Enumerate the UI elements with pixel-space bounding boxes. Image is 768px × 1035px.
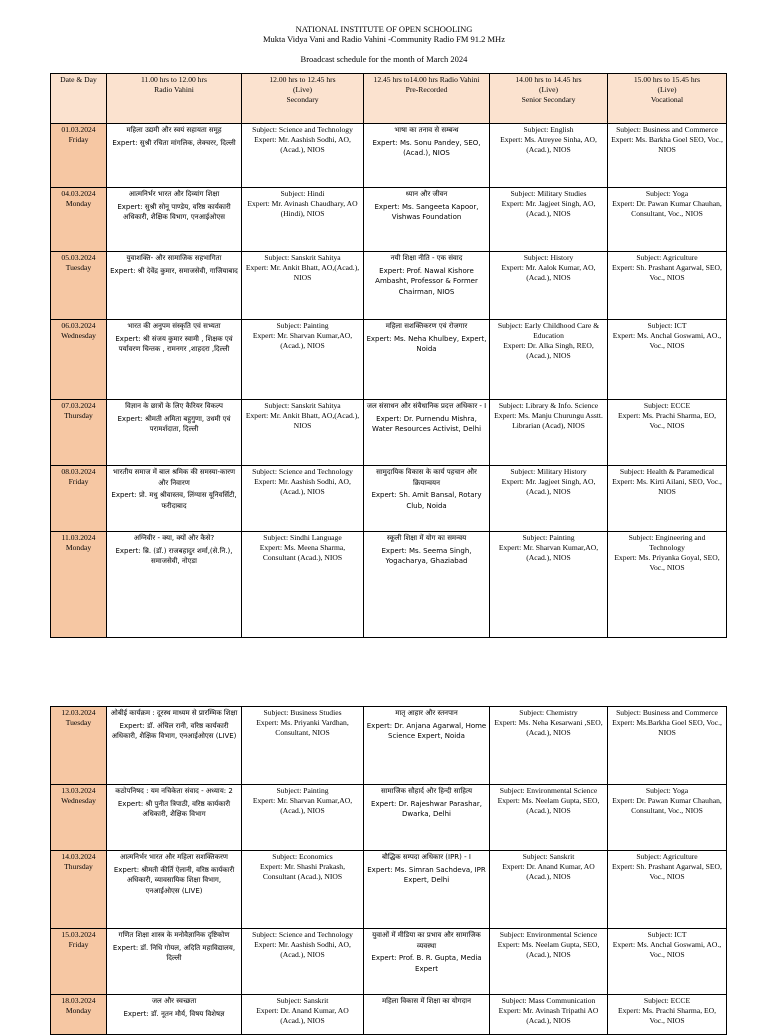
day-text: Wednesday <box>61 331 96 340</box>
program-topic: सामाजिक सौहार्द और हिन्दी साहित्य <box>380 787 473 795</box>
program-topic: Subject: History <box>523 253 574 262</box>
program-expert: Expert: Dr. Pawan Kumar Chauhan, Consultant, Voc., NIOS <box>612 796 722 815</box>
date-cell <box>51 466 107 532</box>
program-topic: Subject: ICT <box>647 930 687 939</box>
program-expert: Expert: सुश्री सोनू पाण्डेय, वरिष्ठ कार्यकारी अधिकारी, शैक्षिक विभाग, एनआईओएस <box>117 202 231 221</box>
program-cell <box>107 532 242 638</box>
day-text: Tuesday <box>65 263 92 272</box>
program-topic: Subject: Military History <box>510 467 587 476</box>
program-cell <box>242 320 364 400</box>
program-topic: सामुदायिक विकास के कार्य पहचान और क्रियान्वयन <box>376 468 477 487</box>
day-text: Thursday <box>64 411 93 420</box>
table-row <box>51 188 727 252</box>
program-topic: नयी शिक्षा नीति - एक संवाद <box>390 254 463 262</box>
program-expert: Expert: Mr. Avinash Chaudhary, AO (Hindi), NIOS <box>247 199 358 218</box>
program-cell <box>107 466 242 532</box>
program-expert: Expert: Ms. Barkha Goel SEO, Voc., NIOS <box>611 135 723 154</box>
table-row <box>51 124 727 188</box>
program-expert: Expert: Ms. Atreyee Sinha, AO, (Acad.), NIOS <box>500 135 597 154</box>
program-cell <box>242 466 364 532</box>
day-text: Friday <box>68 940 89 949</box>
program-expert: Expert: Ms. Priyanka Goyal, SEO, Voc., NIOS <box>614 553 720 572</box>
org-name: NATIONAL INSTITUTE OF OPEN SCHOOLING <box>295 24 473 34</box>
program-expert: Expert: Dr. Anand Kumar, AO (Acad.), NIOS <box>502 862 595 881</box>
program-cell <box>608 532 727 638</box>
program-topic: Subject: Painting <box>522 533 575 542</box>
program-expert: Expert: Ms. Anchal Goswami, AO., Voc., NIOS <box>612 331 722 350</box>
table-row <box>51 320 727 400</box>
program-expert: Expert: Ms. Simran Sachdeva, IPR Expert, Delhi <box>367 865 486 884</box>
program-cell <box>364 400 490 466</box>
program-topic: स्कूली शिक्षा में योग का समन्वय <box>386 534 467 542</box>
program-topic: Subject: Painting <box>276 786 329 795</box>
day-text: Thursday <box>64 862 93 871</box>
program-cell <box>490 532 608 638</box>
program-cell <box>608 785 727 851</box>
program-cell <box>242 400 364 466</box>
program-expert: Expert: Ms. Neha Kesarwani ,SEO, (Acad.), NIOS <box>494 718 603 737</box>
column-header-line: Pre-Recorded <box>405 85 448 94</box>
date-text: 05.03.2024 <box>61 253 96 262</box>
program-cell <box>364 320 490 400</box>
program-topic: Subject: ECCE <box>643 996 691 1005</box>
program-cell <box>364 851 490 929</box>
program-topic: मातृ आहार और स्तनपान <box>395 709 458 717</box>
column-header <box>364 74 490 124</box>
day-text: Wednesday <box>61 796 96 805</box>
program-topic: Subject: Business and Commerce <box>616 708 718 717</box>
program-topic: Subject: Environmental Science <box>499 786 598 795</box>
program-expert: Expert: Ms. Seema Singh, Yogacharya, Ghaziabad <box>381 546 472 565</box>
program-cell <box>490 785 608 851</box>
program-cell <box>107 400 242 466</box>
column-header <box>490 74 608 124</box>
column-header <box>608 74 727 124</box>
date-cell <box>51 532 107 638</box>
program-expert: Expert: Ms. Kirti Ailani, SEO, Voc., NIOS <box>612 477 722 496</box>
program-topic: Subject: Agriculture <box>636 253 698 262</box>
date-cell <box>51 124 107 188</box>
program-topic: गणित शिक्षा शास्त्र के मनोवैज्ञानिक दृष्टिकोण <box>118 931 230 939</box>
program-cell <box>364 124 490 188</box>
program-topic: महिला विकास में शिक्षा का योगदान <box>381 997 472 1005</box>
program-cell <box>242 995 364 1035</box>
program-cell <box>107 929 242 995</box>
program-expert: Expert: Ms. Neelam Gupta, SEO, (Acad.), NIOS <box>497 940 600 959</box>
program-topic: Subject: Military Studies <box>510 189 587 198</box>
program-cell <box>364 995 490 1035</box>
program-cell <box>364 785 490 851</box>
program-expert: Expert: Ms. Sangeeta Kapoor, Vishwas Foundation <box>374 202 479 221</box>
program-expert: Expert: डॉ. नूतन मौर्य, विषय विशेषज्ञ <box>123 1009 225 1018</box>
program-topic: Subject: Hindi <box>280 189 325 198</box>
date-text: 13.03.2024 <box>61 786 96 795</box>
program-expert: Expert: श्री पुनीत त्रिपाठी, वरिष्ठ कार्यकारी अधिकारी, शैक्षिक विभाग <box>117 799 231 818</box>
program-cell <box>490 124 608 188</box>
program-expert: Expert: श्री संजय कुमार स्वामी , शिक्षक एवं पर्यावरण चिन्तक , रामनगर ,शाहदरा ,दिल्ली <box>115 334 233 353</box>
program-expert: Expert: Mr. Aalok Kumar, AO, (Acad.), NIOS <box>501 263 596 282</box>
program-topic: महिला उद्यमी और स्वयं सहायता समूह <box>126 126 222 134</box>
program-cell <box>107 320 242 400</box>
program-cell <box>490 466 608 532</box>
date-text: 04.03.2024 <box>61 189 96 198</box>
program-topic: बौद्धिक सम्पदा अधिकार (IPR) - I <box>382 853 471 861</box>
program-topic: जल संसाधन और संवैधानिक प्रदत्त अधिकार - I <box>366 402 487 410</box>
program-expert: Expert: Ms. Priyanki Vardhan, Consultant, NIOS <box>256 718 349 737</box>
date-text: 06.03.2024 <box>61 321 96 330</box>
date-cell <box>51 320 107 400</box>
program-topic: Subject: Library & Info. Science <box>498 401 599 410</box>
table-row <box>51 707 727 785</box>
table-row <box>51 252 727 320</box>
table-row <box>51 929 727 995</box>
program-expert: Expert: Ms.Barkha Goel SEO, Voc., NIOS <box>612 718 722 737</box>
program-cell <box>490 929 608 995</box>
program-expert: Expert: श्रीमती अमिता बहुगुणा, उधमी एवं परामर्शदाता, दिल्ली <box>117 414 231 433</box>
program-topic: Subject: Yoga <box>645 786 689 795</box>
day-text: Friday <box>68 135 89 144</box>
program-expert: Expert: Sh. Prashant Agarwal, SEO, Voc., NIOS <box>612 862 722 881</box>
column-header-line: 15.00 hrs to 15.45 hrs <box>633 75 701 84</box>
program-expert: Expert: Dr. Rajeshwar Parashar, Dwarka, Delhi <box>371 799 482 818</box>
program-topic: Subject: Early Childhood Care & Education <box>497 321 600 340</box>
column-header <box>242 74 364 124</box>
program-cell <box>490 707 608 785</box>
table-header-row <box>51 74 727 124</box>
program-cell <box>490 851 608 929</box>
program-topic: Subject: Business and Commerce <box>616 125 718 134</box>
program-topic: भारतीय समाज में बाल श्रमिक की समस्या-कारण और निवारण <box>112 468 236 487</box>
program-expert: Expert: Mr. Ankit Bhatt, AO,(Acad.), NIOS <box>245 263 360 282</box>
program-cell <box>107 785 242 851</box>
program-topic: आत्मनिर्भर भारत और महिला सशक्तिकरण <box>120 853 228 861</box>
program-topic: आत्मनिर्भर भारत और दिव्यांग शिक्षा <box>128 190 220 198</box>
program-expert: Expert: Prof. Nawal Kishore Ambasht, Professor & Former Chairman, NIOS <box>375 266 478 296</box>
column-header-line: 14.00 hrs to 14.45 hrs <box>515 75 582 84</box>
program-topic: Subject: Science and Technology <box>252 125 353 134</box>
program-expert: Expert: Mr. Aashish Sodhi, AO,(Acad.), NIOS <box>254 940 351 959</box>
program-cell <box>107 707 242 785</box>
table-row <box>51 851 727 929</box>
date-cell <box>51 851 107 929</box>
schedule-table-first <box>50 73 727 638</box>
date-text: 08.03.2024 <box>61 467 96 476</box>
program-cell <box>608 320 727 400</box>
program-cell <box>490 252 608 320</box>
program-cell <box>608 252 727 320</box>
program-topic: जल और स्वच्छता <box>151 997 197 1005</box>
schedule-title: Broadcast schedule for the month of March 2024 <box>300 54 468 64</box>
page-header <box>0 24 768 64</box>
program-expert: Expert: ब्रि. (डॉ.) राजबहादुर शर्मा,(से.नि.), समाजसेवी, नोएडा <box>115 546 233 565</box>
schedule-table-second <box>50 706 727 1035</box>
program-topic: Subject: Sanskrit Sahitya <box>264 401 341 410</box>
program-expert: Expert: Mr. Sharvan Kumar,AO,(Acad.), NIOS <box>498 543 599 562</box>
program-expert: Expert: डॉ. अंचिल रानी, वरिष्ठ कार्यकारी अधिकारी, शैक्षिक विभाग, एनआईओएस (LIVE) <box>111 721 237 740</box>
program-topic: Subject: Sanskrit <box>522 852 575 861</box>
date-cell <box>51 929 107 995</box>
program-topic: Subject: Economics <box>272 852 333 861</box>
program-cell <box>242 707 364 785</box>
day-text: Friday <box>68 477 89 486</box>
program-topic: Subject: Science and Technology <box>252 930 353 939</box>
program-cell <box>364 188 490 252</box>
date-text: 11.03.2024 <box>61 533 96 542</box>
program-expert: Expert: Mr. Aashish Sodhi, AO,(Acad.), NIOS <box>254 135 351 154</box>
program-expert: Expert: Mr. Avinash Tripathi AO (Acad.), NIOS <box>498 1006 599 1025</box>
program-cell <box>608 995 727 1035</box>
date-text: 01.03.2024 <box>61 125 96 134</box>
date-cell <box>51 400 107 466</box>
program-topic: Subject: Sindhi Language <box>263 533 342 542</box>
program-cell <box>364 466 490 532</box>
date-text: 15.03.2024 <box>61 930 96 939</box>
column-header-line: 12.00 hrs to 12.45 hrs <box>269 75 336 84</box>
table-row <box>51 400 727 466</box>
program-cell <box>107 124 242 188</box>
program-topic: Subject: Environmental Science <box>499 930 598 939</box>
column-header-line: (Live) <box>657 85 677 94</box>
schedule-body-second <box>51 707 727 1035</box>
program-cell <box>242 124 364 188</box>
program-topic: Subject: ICT <box>647 321 687 330</box>
program-cell <box>608 466 727 532</box>
program-topic: Subject: Sanskrit <box>276 996 329 1005</box>
program-expert: Expert: Ms. Neha Khulbey, Expert, Noida <box>366 334 487 353</box>
column-header <box>51 74 107 124</box>
program-expert: Expert: सुश्री रचिता मांगलिक, लेक्चरर, दिल्ली <box>112 138 236 147</box>
table-row <box>51 995 727 1035</box>
program-topic: युवाशक्ति- और सामाजिक सहभागिता <box>126 254 222 262</box>
program-expert: Expert: Mr. Shashi Prakash, Consultant (Acad.), NIOS <box>260 862 345 881</box>
program-cell <box>242 532 364 638</box>
program-expert: Expert: श्रीमती कीर्ति ऐलानी, वरिष्ठ कार्यकारी अधिकारी, व्यावसायिक शिक्षा विभाग, एनआईओएस (LIVE) <box>113 865 235 895</box>
program-expert: Expert: Mr. Ankit Bhatt, AO,(Acad.), NIOS <box>245 411 360 430</box>
program-expert: Expert: प्रो. मधु श्रीवास्तव, लिंग्यास यूनिवर्सिटी, फरीदाबाद <box>111 491 237 510</box>
program-expert: Expert: Ms. Meena Sharma, Consultant (Acad.), NIOS <box>259 543 346 562</box>
column-header-line: (Live) <box>539 85 558 94</box>
program-cell <box>490 320 608 400</box>
program-topic: महिला सशक्तिकरण एवं रोजगार <box>385 322 468 330</box>
table-row <box>51 532 727 638</box>
column-header-line: Secondary <box>286 95 319 104</box>
column-header <box>107 74 242 124</box>
program-cell <box>608 400 727 466</box>
program-cell <box>490 400 608 466</box>
date-text: 18.03.2024 <box>61 996 96 1005</box>
program-expert: Expert: Ms. Anchal Goswami, AO., Voc., NIOS <box>612 940 722 959</box>
program-cell <box>608 851 727 929</box>
program-expert: Expert: डॉ. निधि गोयल, अदिति महाविद्यालय, दिल्ली <box>112 943 236 962</box>
program-expert: Expert: Mr. Aashish Sodhi, AO,(Acad.), NIOS <box>254 477 351 496</box>
program-expert: Expert: Prof. B. R. Gupta, Media Expert <box>371 954 482 973</box>
program-cell <box>608 188 727 252</box>
column-header-line: 12.45 hrs to14.00 hrs Radio Vahini <box>373 75 480 84</box>
program-expert: Expert: Ms. Prachi Sharma, EO, Voc., NIOS <box>617 1006 717 1025</box>
column-header-line: 11.00 hrs to 12.00 hrs <box>141 75 207 84</box>
program-cell <box>107 252 242 320</box>
program-cell <box>490 188 608 252</box>
program-expert: Expert: Ms. Neelam Gupta, SEO, (Acad.), NIOS <box>497 796 600 815</box>
column-header-line: Senior Secondary <box>521 95 576 104</box>
day-text: Monday <box>65 543 92 552</box>
program-expert: Expert: Dr. Anand Kumar, AO (Acad.), NIOS <box>256 1006 349 1025</box>
program-cell <box>242 188 364 252</box>
column-header-line: Vocational <box>650 95 684 104</box>
date-cell <box>51 785 107 851</box>
program-expert: Expert: Dr. Alka Singh, REO, (Acad.), NIOS <box>503 341 594 360</box>
program-topic: अग्निवीर - क्या, क्यों और कैसे? <box>133 534 215 542</box>
column-header-line: Radio Vahini <box>154 85 194 94</box>
table-row <box>51 785 727 851</box>
program-topic: Subject: Sanskrit Sahitya <box>264 253 341 262</box>
program-cell <box>608 929 727 995</box>
program-topic: भाषा का तनाव से सम्बन्ध <box>394 126 459 134</box>
day-text: Monday <box>65 199 92 208</box>
program-cell <box>364 532 490 638</box>
program-cell <box>608 124 727 188</box>
program-cell <box>364 929 490 995</box>
program-topic: विज्ञान के छात्रों के लिए कैरियर विकल्प <box>125 402 223 410</box>
program-topic: ध्यान और जीवन <box>405 190 448 198</box>
program-cell <box>242 785 364 851</box>
program-cell <box>107 851 242 929</box>
program-expert: Expert: Ms. Sonu Pandey, SEO, (Acad.), NIOS <box>372 138 481 157</box>
program-cell <box>608 707 727 785</box>
program-cell <box>242 929 364 995</box>
program-topic: Subject: Yoga <box>645 189 689 198</box>
program-expert: Expert: Dr. Anjana Agarwal, Home Science Expert, Noida <box>366 721 487 740</box>
date-text: 14.03.2024 <box>61 852 96 861</box>
program-expert: Expert: Mr. Sharvan Kumar,AO,(Acad.), NIOS <box>252 796 353 815</box>
program-topic: Subject: ECCE <box>643 401 691 410</box>
program-expert: Expert: Mr. Sharvan Kumar,AO,(Acad.), NIOS <box>252 331 353 350</box>
program-expert: Expert: श्री देवेंद्र कुमार, समाजसेवी, गाजियाबाद <box>110 266 238 275</box>
program-topic: युवाओं में मीडिया का प्रभाव और सामाजिक व्यवस्था <box>372 931 481 950</box>
program-topic: Subject: Mass Communication <box>501 996 596 1005</box>
day-text: Tuesday <box>65 718 92 727</box>
program-cell <box>364 252 490 320</box>
program-topic: Subject: Agriculture <box>636 852 698 861</box>
program-topic: Subject: Chemistry <box>519 708 578 717</box>
program-expert: Expert: Dr. Pawan Kumar Chauhan, Consultant, Voc., NIOS <box>612 199 722 218</box>
program-topic: Subject: English <box>523 125 574 134</box>
program-topic: Subject: Engineering and Technology <box>628 533 706 552</box>
program-cell <box>242 851 364 929</box>
program-expert: Expert: Ms. Manju Churungu Asstt. Librarian (Acad), NIOS <box>494 411 603 430</box>
column-header-line: (Live) <box>293 85 312 94</box>
date-cell <box>51 995 107 1035</box>
program-topic: कठोपनिषद : यम नचिकेता संवाद - अध्याय: 2 <box>115 787 233 795</box>
date-cell <box>51 188 107 252</box>
program-expert: Expert: Mr. Jagjeet Singh, AO,(Acad.), NIOS <box>501 199 596 218</box>
program-expert: Expert: Ms. Prachi Sharma, EO, Voc., NIOS <box>617 411 717 430</box>
date-text: 07.03.2024 <box>61 401 96 410</box>
program-topic: भारत की अनुपम संस्कृति एवं सभ्यता <box>127 322 221 330</box>
program-expert: Expert: Sh. Prashant Agarwal, SEO, Voc., NIOS <box>612 263 722 282</box>
program-expert: Expert: Mr. Jagjeet Singh, AO,(Acad.), NIOS <box>501 477 596 496</box>
program-cell <box>242 252 364 320</box>
program-topic: Subject: Business Studies <box>263 708 342 717</box>
program-cell <box>107 188 242 252</box>
program-topic: ओबीई कार्यक्रम : दूरस्थ माध्यम से प्रारम्भिक शिक्षा <box>110 709 238 717</box>
schedule-body-first <box>51 124 727 638</box>
date-cell <box>51 707 107 785</box>
date-text: 12.03.2024 <box>61 708 96 717</box>
program-cell <box>490 995 608 1035</box>
program-topic: Subject: Science and Technology <box>252 467 353 476</box>
program-cell <box>364 707 490 785</box>
program-topic: Subject: Health & Paramedical <box>619 467 715 476</box>
date-cell <box>51 252 107 320</box>
column-header-line: Date & Day <box>60 75 97 84</box>
table-row <box>51 466 727 532</box>
day-text: Monday <box>65 1006 92 1015</box>
radio-subtitle: Mukta Vidya Vani and Radio Vahini -Community Radio FM 91.2 MHz <box>263 34 505 44</box>
program-expert: Expert: Sh. Amit Bansal, Rotary Club, Noida <box>371 491 482 510</box>
program-topic: Subject: Painting <box>276 321 329 330</box>
program-expert: Expert: Dr. Purnendu Mishra, Water Resources Activist, Delhi <box>371 414 482 433</box>
program-cell <box>107 995 242 1035</box>
